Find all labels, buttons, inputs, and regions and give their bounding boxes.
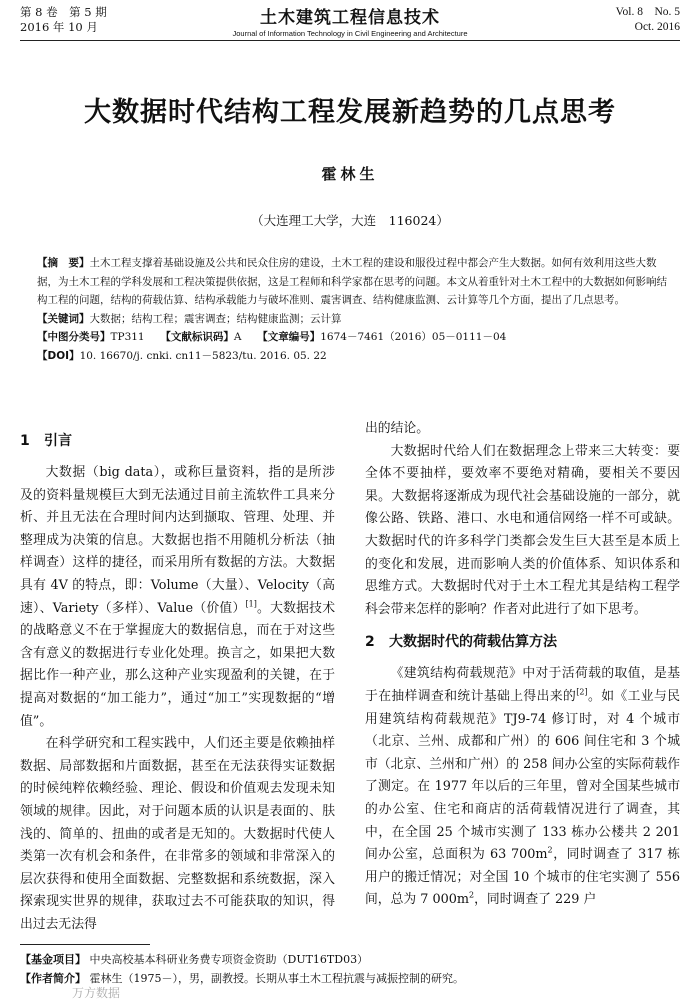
- left-column: [20, 420, 335, 936]
- paragraph: 大数据时代给人们在数据理念上带来三大转变：要全体不要抽样，要效率不要绝对精确，要相关不要因果。大数据将逐渐成为现代社会基础设施的一部分，就像公路、铁路、港口、水电和通信网络一样不可或缺。大数据时代的许多科学门类都会发生巨大甚至是本质上的变化和发展，进而影响人类的价值体系、知识体系和思维方式。大数据时代对于土木工程尤其是结构工程学科会带来怎样的影响？作者对此进行了如下思考。: [365, 443, 680, 617]
- keywords-label: 【关键词】: [37, 312, 90, 325]
- watermark: 万方数据: [72, 986, 121, 1000]
- paragraph: 《建筑结构荷载规范》中对于活荷载的取值，是基于在抽样调查和统计基础上得出来的[2]。如《工业与民用建筑结构荷载规范》TJ9-74 修订时，对 4 个城市（北京、兰州、成都和广州）的 606 间住宅和 3 个城市（北京、兰州和广州）的 258 间办公室的实际荷载作了测定。在 1977 年以后的三年里，曾对全国某些城市的办公室、住宅和商店的活荷载情况进行了调查，其中，在全国 25 个城市实测了 133 栋办公楼共 2 201 间办公室，总面积为 63 $700m^2$，同时调查了 317 栋用户的搬迁情况；对全国 10 个城市的住宅实测了 556 间，总为 7 $000m^2$，同时调查了 229 户: [365, 666, 681, 908]
- affiliation: （大连理工大学，大连 116024）: [251, 213, 449, 228]
- date-en: Oct. 2016: [634, 21, 680, 33]
- doi: [37, 347, 671, 366]
- section-2-number: 2: [365, 634, 375, 651]
- citation-ref[interactable]: [1]: [245, 599, 257, 609]
- paper-title: 大数据时代结构工程发展新趋势的几点思考: [84, 97, 616, 128]
- author-note-text: 霍林生（1975－），男，副教授。长期从事土木工程抗震与减振控制的研究。: [89, 972, 464, 985]
- header-rule: [20, 40, 680, 41]
- clc-value: TP311: [110, 331, 145, 343]
- paragraph: 大数据（big data），或称巨量资料，指的是所涉及的资料量规模巨大到无法通过目前主流软件工具来分析、并且无法在合理时间内达到撷取、管理、处理、并整理成为决策的信息。大数据也指不用随机分析法（抽样调查）这样的捷径，而采用所有数据的方法。大数据具有 4V 的特点，即：Volume（大量）、Velocity（高速）、Variety（多样）、Value（价值）[1]。大数据技术的战略意义不在于掌握庞大的数据信息，而在于对这些含有意义的数据进行专业化处理。换言之，如果把大数据比作一种产业，那么这种产业实现盈利的关键，在于提高对数据的“加工能力”，通过“加工”实现数据的“增值”。: [20, 465, 336, 729]
- doccode-label: 【文献标识码】: [165, 331, 234, 343]
- volume-issue-en: Vol. 8 No. 5: [615, 6, 680, 18]
- author-note-label: 【作者简介】: [20, 972, 86, 985]
- section-2-heading: [365, 631, 680, 653]
- volume-issue-cn: 第 8 卷 第 5 期: [20, 5, 107, 19]
- journal-title-en: Journal of Information Technology in Civil Engineering and Architecture: [232, 29, 468, 38]
- author-name: 霍林生: [321, 165, 379, 183]
- clc-label: 【中图分类号】: [37, 331, 111, 343]
- citation-ref[interactable]: [2]: [576, 687, 588, 697]
- section-1-number: 1: [20, 433, 30, 449]
- footnote-rule: [20, 944, 150, 945]
- footnotes: [20, 950, 680, 988]
- abstract: [37, 254, 671, 310]
- funding-note: [20, 950, 680, 969]
- keywords: [37, 310, 671, 329]
- abstract-text: 土木工程支撑着基础设施及公共和民众住房的建设，土木工程的建设和服役过程中都会产生大数据。如何有效利用这些大数据，为土木工程的学科发展和工程决策提供依据，这是工程师和科学家都在思考的问题。本文从着重针对土木工程中的大数据如何影响结构工程的问题，结构的荷载估算、结构承载能力与破坏准则、震害调查、结构健康监测、云计算等几个方面，提出了几点思考。: [37, 257, 667, 306]
- journal-name: [0, 3, 700, 38]
- doi-label: 【DOI】: [37, 349, 80, 362]
- funding-text: 中央高校基本科研业务费专项资金资助（DUT16TD03）: [89, 953, 369, 966]
- issue-info-en: [616, 5, 680, 35]
- section-1-heading: [20, 430, 335, 452]
- funding-label: 【基金项目】: [20, 953, 86, 966]
- section-2-title: 大数据时代的荷载估算方法: [389, 634, 557, 651]
- classification-line: [37, 328, 671, 347]
- articleno-label: 【文章编号】: [262, 331, 321, 343]
- doi-value: 10. 16670/j. cnki. cn11－5823/tu. 2016. 05. 22: [79, 349, 327, 362]
- doccode-value: A: [233, 331, 242, 343]
- section-1-title: 引言: [44, 433, 72, 449]
- superscript: 2: [547, 845, 553, 855]
- journal-title-cn: 土木建筑工程信息技术: [260, 8, 440, 28]
- keywords-text: 大数据；结构工程；震害调查；结构健康监测；云计算: [89, 312, 342, 325]
- superscript: 2: [469, 891, 475, 901]
- paragraph: 出的结论。: [365, 421, 429, 436]
- running-header: [0, 0, 700, 40]
- date-cn: 2016 年 10 月: [20, 20, 98, 34]
- abstract-block: [37, 254, 671, 365]
- abstract-label: 【摘 要】: [37, 257, 90, 269]
- right-column: [365, 418, 680, 912]
- paragraph: 在科学研究和工程实践中，人们还主要是依赖抽样数据、局部数据和片面数据，甚至在无法获得实证数据的时候纯粹依赖经验、理论、假设和价值观去发现未知领域的规律。因此，对于问题本质的认识是表面的、肤浅的、简单的、扭曲的或者是无知的。大数据时代使人类第一次有机会和条件，在非常多的领域和非常深入的层次获得和使用全面数据、完整数据和系统数据，深入探索现实世界的规律，获取过去不可能获取的知识，得出过去无法得: [20, 736, 335, 932]
- articleno-value: 1674－7461（2016）05－0111－04: [320, 331, 507, 343]
